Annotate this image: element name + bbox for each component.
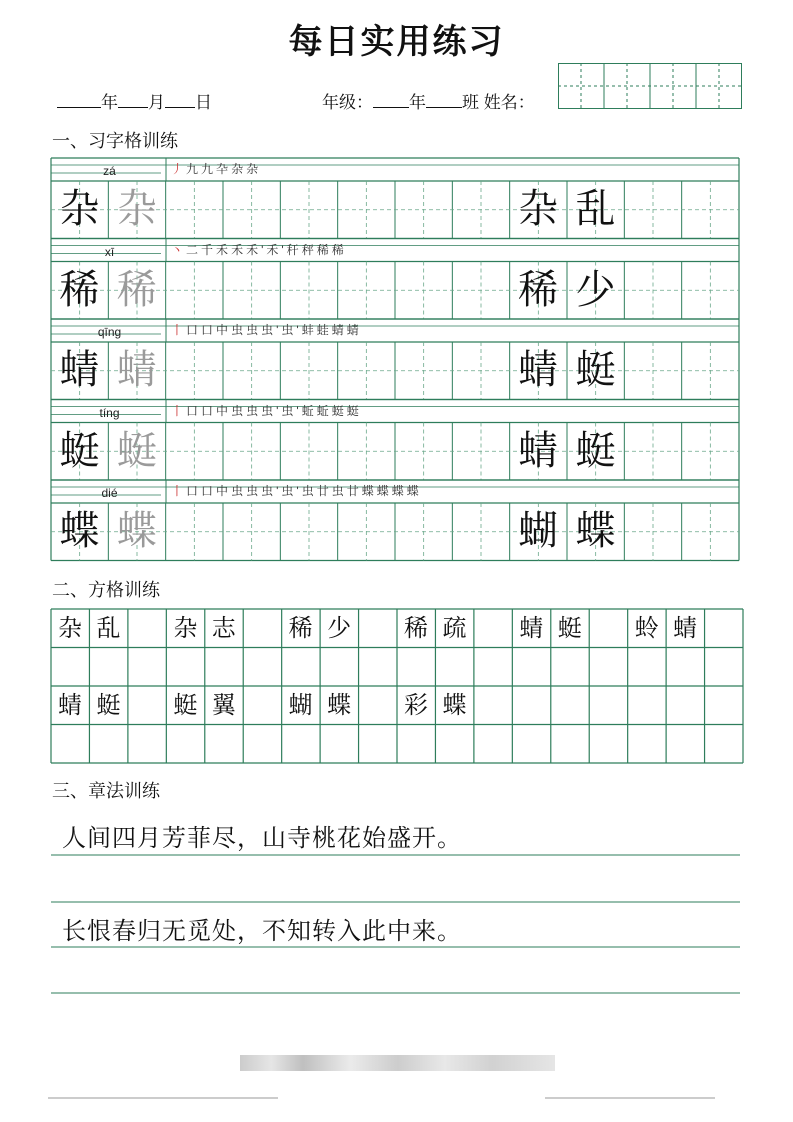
stroke-step: 虫' — [281, 323, 302, 337]
box-char: 杂 — [173, 614, 198, 642]
stroke-step: 蝶 — [361, 484, 377, 498]
stroke-step: 虫' — [261, 484, 282, 498]
trace-char: 蜻 — [116, 347, 157, 393]
box-char: 蜻 — [519, 614, 544, 642]
stroke-step: 口 — [186, 323, 202, 337]
class-blank[interactable] — [426, 91, 462, 108]
stroke-step: 丿 — [171, 162, 187, 176]
stroke-step: 中 — [216, 484, 232, 498]
year-label: 年 — [101, 93, 118, 112]
class-label: 班 — [462, 93, 479, 112]
stroke-step: 虫 — [246, 484, 262, 498]
box-char: 蜓 — [173, 691, 198, 719]
pinyin-label: xī — [104, 244, 115, 259]
stroke-step: 卆 — [216, 162, 232, 176]
stroke-step: 杂 — [231, 162, 247, 176]
box-char: 乱 — [96, 614, 121, 642]
name-grid[interactable] — [558, 63, 742, 109]
stroke-step: 虫' — [261, 403, 282, 418]
word-char: 稀 — [518, 266, 559, 313]
word-char: 蜻 — [518, 347, 559, 393]
stroke-step: 蚯 — [316, 403, 332, 418]
date-line — [57, 88, 212, 113]
stroke-step: 禾 — [216, 242, 232, 257]
stroke-step: 虫 — [231, 323, 247, 337]
footer-line-right — [545, 1097, 715, 1099]
pinyin-label: zá — [103, 164, 116, 178]
stroke-step: 口 — [201, 403, 217, 418]
stroke-step: 蝶 — [391, 484, 407, 498]
month-label: 月 — [148, 93, 165, 112]
box-char: 蜻 — [673, 614, 698, 642]
stroke-step: 口 — [186, 484, 202, 498]
stroke-step: 九 — [201, 162, 217, 176]
box-char: 志 — [211, 614, 236, 642]
word-char: 蜓 — [575, 347, 616, 393]
model-char: 蝶 — [59, 508, 100, 554]
word-char: 少 — [575, 266, 616, 313]
word-char: 蝴 — [518, 508, 559, 554]
pinyin-label: dié — [101, 486, 118, 500]
stroke-order — [171, 241, 347, 258]
box-char: 蜓 — [96, 691, 121, 719]
box-char: 蜻 — [58, 691, 82, 719]
trace-char: 稀 — [116, 266, 157, 313]
stroke-step: 中 — [216, 403, 232, 418]
month-blank[interactable] — [118, 91, 148, 108]
grade-year-label: 年 — [409, 93, 426, 112]
stroke-step: 虫' — [281, 403, 302, 418]
page-title: 每日实用练习 — [288, 22, 505, 62]
stroke-step: 蚯 — [301, 403, 317, 418]
stroke-step: 虫 — [231, 484, 247, 498]
box-char: 蝶 — [327, 691, 352, 719]
word-char: 蝶 — [575, 508, 616, 554]
name-label: 姓名： — [483, 93, 535, 112]
stroke-step: 禾 — [231, 242, 247, 257]
pinyin-label: tíng — [99, 405, 120, 420]
year-blank[interactable] — [57, 91, 101, 108]
stroke-step: 口 — [201, 323, 217, 337]
box-char: 蜓 — [557, 614, 582, 642]
stroke-order — [171, 160, 261, 177]
box-char: 杂 — [58, 614, 82, 642]
stroke-step: 蝶 — [376, 484, 392, 498]
stroke-step: 禾' — [246, 242, 267, 257]
word-char: 杂 — [518, 186, 559, 232]
stroke-step: 稀 — [316, 242, 332, 257]
stroke-step: 丶 — [171, 242, 187, 257]
section2-heading: 二、方格训练 — [52, 580, 160, 601]
day-label: 日 — [195, 93, 212, 112]
stroke-step: 虫 — [231, 403, 247, 418]
box-char: 稀 — [288, 614, 313, 642]
stroke-order — [171, 402, 362, 419]
stroke-step: 九 — [186, 162, 202, 176]
stroke-step: 蜻 — [331, 323, 347, 337]
grade-blank[interactable] — [373, 91, 409, 108]
footer-line-left — [48, 1097, 278, 1099]
stroke-step: 口 — [186, 403, 202, 418]
poem-line-1: 人间四月芳菲尽，山寺桃花始盛开。 — [62, 824, 462, 852]
stroke-step: 蜓 — [346, 403, 362, 418]
stroke-step: 二 — [186, 242, 202, 257]
class-line — [322, 88, 535, 113]
box-char: 疏 — [442, 614, 467, 642]
stroke-step: 虫 — [246, 403, 262, 418]
blurred-watermark — [240, 1055, 555, 1071]
stroke-step: 千 — [201, 242, 217, 257]
box-char: 蝶 — [442, 691, 467, 719]
trace-char: 蜓 — [116, 427, 157, 474]
section1-heading: 一、习字格训练 — [52, 131, 178, 152]
grade-label: 年级： — [322, 93, 373, 112]
stroke-step: 稀 — [331, 242, 347, 257]
stroke-step: 口 — [201, 484, 217, 498]
stroke-step: 虫廿 — [331, 484, 362, 498]
poem-line-2: 长恨春归无觅处，不知转入此中来。 — [62, 917, 462, 945]
model-char: 杂 — [59, 186, 100, 232]
section3-heading: 三、章法训练 — [52, 781, 160, 802]
stroke-step: 杂 — [246, 162, 262, 176]
box-char: 少 — [327, 614, 352, 642]
stroke-order — [171, 482, 422, 499]
stroke-step: 丨 — [171, 403, 187, 418]
model-char: 蜻 — [59, 347, 100, 393]
word-char: 乱 — [575, 186, 616, 232]
box-char: 蝴 — [288, 691, 313, 719]
box-char: 彩 — [404, 691, 428, 719]
stroke-step: 中 — [216, 323, 232, 337]
stroke-step: 蜓 — [331, 403, 347, 418]
trace-char: 杂 — [116, 186, 157, 232]
stroke-step: 丨 — [171, 323, 187, 337]
word-char: 蜻 — [518, 427, 559, 474]
stroke-step: 秤 — [301, 242, 317, 257]
stroke-step: 虫' — [261, 323, 282, 337]
stroke-step: 虫 — [246, 323, 262, 337]
stroke-step: 秆 — [286, 242, 302, 257]
stroke-step: 蛙 — [316, 323, 332, 337]
day-blank[interactable] — [165, 91, 195, 108]
stroke-order — [171, 321, 362, 338]
stroke-step: 虫' — [281, 484, 302, 498]
box-char: 稀 — [404, 614, 428, 642]
stroke-step: 蜻 — [346, 323, 362, 337]
box-char: 翼 — [211, 691, 236, 719]
stroke-step: 蚌 — [301, 323, 317, 337]
trace-char: 蝶 — [116, 508, 157, 554]
stroke-step: 蝶 — [406, 484, 422, 498]
stroke-step: 虫廿 — [301, 484, 332, 498]
stroke-step: 禾' — [266, 242, 287, 257]
model-char: 稀 — [59, 266, 100, 313]
word-char: 蜓 — [575, 427, 616, 474]
box-char: 蛉 — [634, 614, 659, 642]
pinyin-label: qīng — [97, 325, 122, 339]
model-char: 蜓 — [59, 427, 100, 474]
stroke-step: 丨 — [171, 484, 187, 498]
